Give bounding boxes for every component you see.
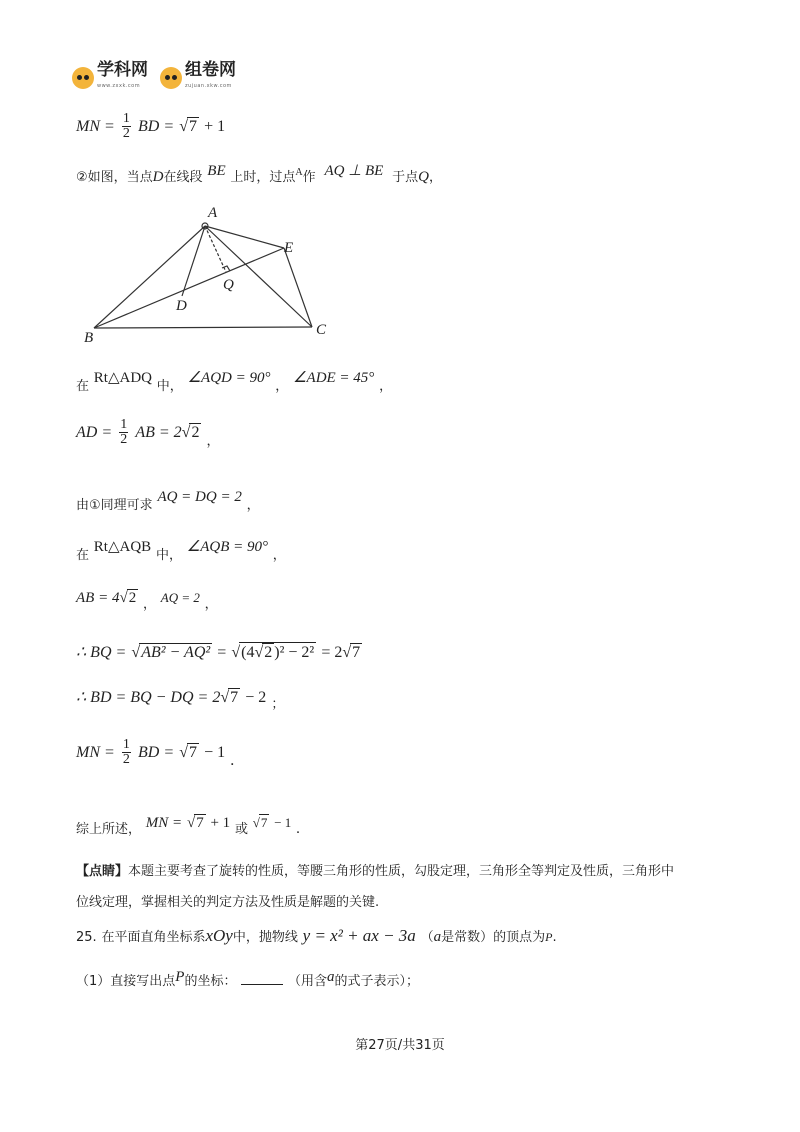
label-C: C bbox=[316, 322, 327, 338]
logo-face-icon bbox=[72, 67, 94, 89]
label-E: E bbox=[284, 240, 294, 256]
bq-calculation: ∴ BQ = √AB² − AQ² = √(4√2 )² − 2² = 2√7 bbox=[76, 644, 361, 661]
aq-dq-line: 由①同理可求 AQ = DQ = 2 ， bbox=[76, 489, 260, 513]
segment-BC bbox=[94, 327, 312, 328]
logo2-sub: zujuan.xkw.com bbox=[185, 83, 232, 89]
fraction: $\frac{1}{2}$ bbox=[122, 737, 130, 767]
rt-adq-line: 在 Rt△ADQ 中， ∠AQD = 90° ， ∠ADE = 45° ， bbox=[76, 370, 393, 394]
equation-mn-2: MN = $\frac{1}{2}$ BD = √7 − 1 . bbox=[76, 737, 235, 769]
logo1-sub: www.zxxk.com bbox=[97, 83, 141, 89]
logo-xuekewang bbox=[72, 62, 148, 94]
answer-blank[interactable] bbox=[241, 984, 283, 985]
ab-aq-values: AB = 4√2 ， AQ = 2 ， bbox=[76, 590, 218, 612]
case-2-intro: ②如图，当点D在线段 BE 上时，过点$^A$作 AQ ⊥ BE 于点Q， bbox=[76, 163, 442, 185]
problem-25-stem: 25. 在平面直角坐标系xOy中，抛物线 y = x² + ax − 3a （a是常数）的顶点为P. bbox=[76, 926, 557, 945]
fraction: $\frac{1}{2}$ bbox=[122, 111, 130, 141]
conclusion-line: 综上所述， MN = √7 + 1 或 √7 − 1 . bbox=[76, 815, 300, 837]
logo1-text: 学科网 bbox=[97, 60, 148, 80]
logo2-text: 组卷网 bbox=[185, 60, 236, 80]
segment-EC bbox=[284, 248, 312, 327]
label-Q: Q bbox=[223, 277, 234, 293]
geometry-figure bbox=[80, 200, 340, 350]
rt-aqb-line: 在 Rt△AQB 中， ∠AQB = 90° ， bbox=[76, 539, 286, 563]
comment-line1: 本题主要考查了旋转的性质，等腰三角形的性质，勾股定理，三角形全等判定及性质，三角形中 bbox=[128, 864, 675, 879]
page-number: 第27页/共31页 bbox=[355, 1038, 445, 1053]
logo-face-icon bbox=[160, 67, 182, 89]
bd-calculation: ∴ BD = BQ − DQ = 2√7 − 2 $_;$ bbox=[76, 689, 285, 712]
label-D: D bbox=[176, 298, 187, 314]
problem-25-question-1: （1）直接写出点P的坐标： （用含a的式子表示）； bbox=[76, 969, 420, 989]
segment-BE bbox=[94, 248, 284, 328]
label-A: A bbox=[208, 205, 218, 221]
equation-mn-1: MN = $\frac{1}{2}$ BD = √7 + 1 bbox=[76, 111, 226, 141]
right-angle-mark bbox=[222, 266, 230, 271]
label-B: B bbox=[84, 330, 94, 346]
comment-tag: 【点睛】 bbox=[76, 864, 129, 879]
comment-paragraph bbox=[76, 856, 736, 918]
logo-zujuanwang bbox=[160, 62, 236, 94]
fraction: $\frac{1}{2}$ bbox=[120, 417, 128, 447]
comment-line2: 位线定理，掌握相关的判定方法及性质是解题的关键. bbox=[76, 895, 380, 910]
equation-ad: AD = $\frac{1}{2}$ AB = 2√2 $_,$ bbox=[76, 417, 220, 449]
segment-AQ-dashed bbox=[205, 226, 226, 272]
